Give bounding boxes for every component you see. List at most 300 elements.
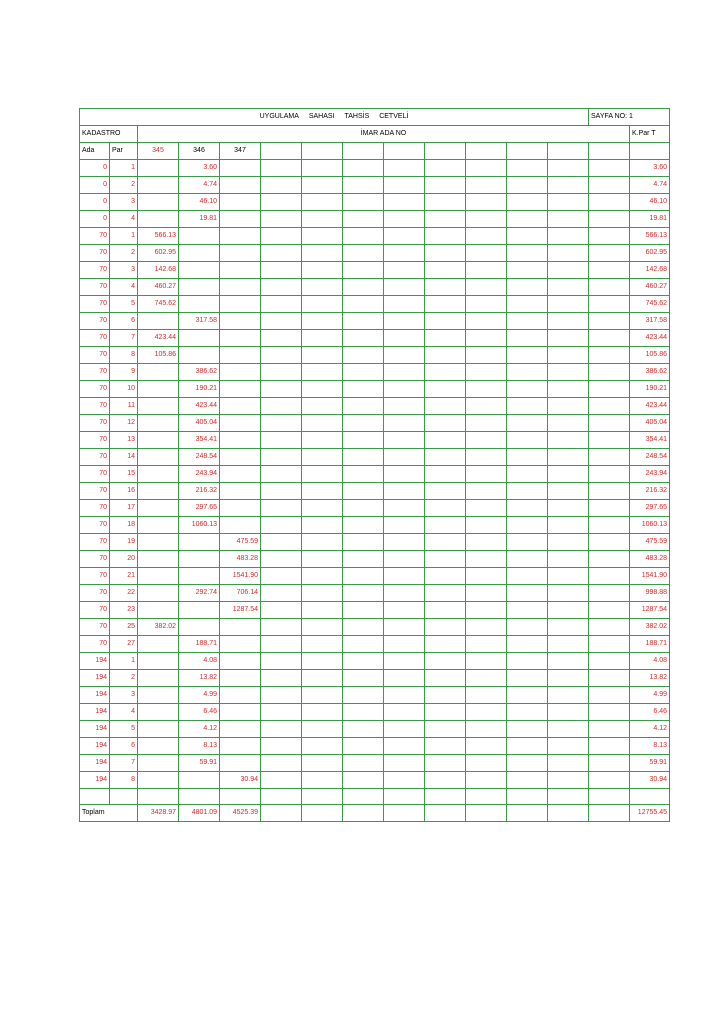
value-345-cell [138, 177, 179, 194]
value-345-cell [138, 721, 179, 738]
empty-cell [507, 466, 548, 483]
value-347-cell [220, 330, 261, 347]
empty-cell [261, 262, 302, 279]
empty-cell [384, 687, 425, 704]
row-total-cell: 190.21 [630, 381, 670, 398]
ada-cell: 70 [80, 500, 110, 517]
empty-cell [302, 296, 343, 313]
empty-cell [466, 602, 507, 619]
empty-cell [466, 585, 507, 602]
empty-cell [425, 687, 466, 704]
empty-cell [261, 279, 302, 296]
empty-cell [548, 381, 589, 398]
empty-cell [425, 449, 466, 466]
empty-cell [261, 449, 302, 466]
par-cell: 8 [110, 347, 138, 364]
value-346-cell: 405.04 [179, 415, 220, 432]
value-345-cell: 566.13 [138, 228, 179, 245]
empty-cell [466, 449, 507, 466]
row-total-cell: 142.68 [630, 262, 670, 279]
value-345-cell [138, 687, 179, 704]
value-347-cell [220, 347, 261, 364]
empty-cell [589, 432, 630, 449]
par-cell: 2 [110, 177, 138, 194]
ada-cell: 194 [80, 670, 110, 687]
empty-cell [302, 177, 343, 194]
par-cell: 1 [110, 160, 138, 177]
value-345-cell [138, 772, 179, 789]
empty-cell [384, 432, 425, 449]
imar-col-346: 346 [179, 143, 220, 160]
value-345-cell: 105.86 [138, 347, 179, 364]
par-cell: 21 [110, 568, 138, 585]
ada-cell: 70 [80, 296, 110, 313]
empty-cell [589, 704, 630, 721]
empty-cell [507, 449, 548, 466]
row-total-cell: 46.10 [630, 194, 670, 211]
kadastro-header: KADASTRO [80, 126, 138, 143]
empty-cell [548, 228, 589, 245]
ada-cell: 70 [80, 466, 110, 483]
empty-cell [466, 330, 507, 347]
value-346-cell: 216.32 [179, 483, 220, 500]
empty-cell [425, 636, 466, 653]
value-346-cell [179, 330, 220, 347]
grand-total-cell: 12755.45 [630, 805, 670, 822]
empty-cell [507, 364, 548, 381]
par-cell: 16 [110, 483, 138, 500]
empty-cell [548, 636, 589, 653]
empty-cell [466, 245, 507, 262]
table-row [80, 721, 670, 738]
page-number: 1 [629, 113, 633, 120]
empty-cell [343, 143, 384, 160]
ada-cell: 194 [80, 721, 110, 738]
value-346-cell: 3.60 [179, 160, 220, 177]
value-346-cell: 317.58 [179, 313, 220, 330]
empty-cell [425, 262, 466, 279]
imar-header: İMAR ADA NO [138, 126, 630, 143]
par-cell: 22 [110, 585, 138, 602]
empty-cell [343, 534, 384, 551]
value-347-cell [220, 228, 261, 245]
value-347-cell: 1541.90 [220, 568, 261, 585]
empty-cell [466, 347, 507, 364]
ada-cell: 194 [80, 704, 110, 721]
empty-cell [589, 228, 630, 245]
value-345-cell [138, 534, 179, 551]
value-345-cell [138, 483, 179, 500]
empty-cell [343, 160, 384, 177]
empty-cell [589, 160, 630, 177]
par-cell: 19 [110, 534, 138, 551]
empty-cell [507, 653, 548, 670]
empty-cell [589, 602, 630, 619]
column-header-row [80, 143, 670, 160]
par-cell: 14 [110, 449, 138, 466]
empty-cell [548, 585, 589, 602]
value-345-cell [138, 415, 179, 432]
table-row [80, 228, 670, 245]
empty-cell [425, 789, 466, 805]
empty-cell [548, 211, 589, 228]
empty-cell [589, 500, 630, 517]
empty-cell [507, 636, 548, 653]
empty-cell [507, 585, 548, 602]
empty-cell [425, 704, 466, 721]
value-345-cell: 460.27 [138, 279, 179, 296]
value-347-cell [220, 398, 261, 415]
par-cell: 12 [110, 415, 138, 432]
row-total-cell: 30.94 [630, 772, 670, 789]
empty-cell [343, 466, 384, 483]
empty-cell [261, 738, 302, 755]
value-346-cell: 4.12 [179, 721, 220, 738]
empty-cell [507, 805, 548, 822]
ada-cell: 70 [80, 568, 110, 585]
empty-cell [384, 500, 425, 517]
value-346-cell: 59.91 [179, 755, 220, 772]
value-346-cell: 8.13 [179, 738, 220, 755]
empty-cell [466, 415, 507, 432]
empty-cell [548, 772, 589, 789]
empty-cell [261, 330, 302, 347]
empty-cell [466, 704, 507, 721]
row-total-cell: 3.60 [630, 160, 670, 177]
empty-cell [589, 534, 630, 551]
table-row [80, 194, 670, 211]
empty-cell [384, 772, 425, 789]
empty-cell [302, 415, 343, 432]
table-row [80, 568, 670, 585]
value-345-cell [138, 194, 179, 211]
empty-cell [507, 160, 548, 177]
value-347-cell: 475.59 [220, 534, 261, 551]
empty-cell [261, 653, 302, 670]
empty-cell [548, 653, 589, 670]
par-cell: 7 [110, 330, 138, 347]
empty-cell [343, 245, 384, 262]
empty-cell [548, 534, 589, 551]
empty-cell [384, 704, 425, 721]
value-346-cell [179, 262, 220, 279]
table-row [80, 415, 670, 432]
row-total-cell: 566.13 [630, 228, 670, 245]
page-number-cell [589, 109, 670, 126]
empty-cell [425, 755, 466, 772]
row-total-cell: 4.99 [630, 687, 670, 704]
table-row [80, 619, 670, 636]
empty-cell [343, 177, 384, 194]
ada-cell: 0 [80, 160, 110, 177]
ada-cell: 194 [80, 687, 110, 704]
value-346-cell [179, 245, 220, 262]
value-347-cell [220, 636, 261, 653]
value-345-cell [138, 551, 179, 568]
empty-cell [507, 772, 548, 789]
empty-cell [343, 772, 384, 789]
value-346-cell: 46.10 [179, 194, 220, 211]
value-345-cell [138, 704, 179, 721]
empty-cell [466, 466, 507, 483]
table-row [80, 330, 670, 347]
row-total-cell: 59.91 [630, 755, 670, 772]
value-346-cell [179, 551, 220, 568]
empty-cell [425, 805, 466, 822]
empty-cell [548, 398, 589, 415]
empty-cell [261, 160, 302, 177]
ada-cell: 70 [80, 534, 110, 551]
empty-cell [466, 721, 507, 738]
empty-cell [507, 602, 548, 619]
empty-cell [507, 245, 548, 262]
empty-cell [548, 568, 589, 585]
empty-cell [589, 636, 630, 653]
value-347-cell [220, 466, 261, 483]
par-cell: 3 [110, 194, 138, 211]
empty-cell [261, 704, 302, 721]
row-total-cell: 4.74 [630, 177, 670, 194]
table-row [80, 466, 670, 483]
empty-cell [343, 721, 384, 738]
totals-label: Toplam [80, 805, 138, 822]
table-row [80, 296, 670, 313]
row-total-cell: 1541.90 [630, 568, 670, 585]
row-total-cell: 460.27 [630, 279, 670, 296]
empty-cell [507, 313, 548, 330]
row-total-cell: 6.46 [630, 704, 670, 721]
value-347-cell [220, 449, 261, 466]
value-347-cell [220, 245, 261, 262]
empty-cell [425, 177, 466, 194]
empty-cell [384, 245, 425, 262]
empty-cell [589, 466, 630, 483]
ada-cell: 70 [80, 483, 110, 500]
empty-cell [630, 789, 670, 805]
title-word: SAHASI [308, 113, 335, 120]
empty-cell [589, 585, 630, 602]
table-row [80, 738, 670, 755]
value-346-cell [179, 602, 220, 619]
empty-cell [261, 347, 302, 364]
empty-cell [589, 755, 630, 772]
empty-cell [589, 143, 630, 160]
empty-cell [343, 228, 384, 245]
empty-cell [466, 398, 507, 415]
table-row [80, 364, 670, 381]
empty-cell [302, 619, 343, 636]
value-347-cell [220, 296, 261, 313]
empty-cell [384, 194, 425, 211]
empty-cell [425, 568, 466, 585]
value-347-cell [220, 432, 261, 449]
empty-cell [589, 364, 630, 381]
row-total-cell: 4.12 [630, 721, 670, 738]
empty-cell [261, 805, 302, 822]
row-total-cell: 248.54 [630, 449, 670, 466]
empty-cell [343, 585, 384, 602]
empty-cell [261, 398, 302, 415]
row-total-cell: 405.04 [630, 415, 670, 432]
empty-cell [302, 738, 343, 755]
totals-row [80, 805, 670, 822]
empty-cell [302, 534, 343, 551]
empty-cell [302, 636, 343, 653]
empty-cell [507, 619, 548, 636]
value-347-cell [220, 670, 261, 687]
total-346-cell: 4801.09 [179, 805, 220, 822]
empty-cell [343, 653, 384, 670]
value-345-cell [138, 500, 179, 517]
row-total-cell: 105.86 [630, 347, 670, 364]
empty-cell [548, 602, 589, 619]
empty-cell [261, 721, 302, 738]
empty-cell [507, 194, 548, 211]
empty-cell [384, 347, 425, 364]
value-347-cell [220, 160, 261, 177]
empty-cell [507, 517, 548, 534]
empty-cell [466, 687, 507, 704]
empty-cell [261, 313, 302, 330]
empty-cell [384, 619, 425, 636]
empty-cell [302, 211, 343, 228]
empty-cell [179, 789, 220, 805]
empty-cell [384, 653, 425, 670]
empty-cell [261, 602, 302, 619]
table-row [80, 500, 670, 517]
group-header-row [80, 126, 670, 143]
empty-cell [343, 517, 384, 534]
ada-cell: 70 [80, 228, 110, 245]
value-347-cell [220, 177, 261, 194]
table-row [80, 449, 670, 466]
ada-cell: 0 [80, 177, 110, 194]
value-345-cell [138, 449, 179, 466]
empty-cell [261, 211, 302, 228]
value-347-cell [220, 704, 261, 721]
table-row [80, 517, 670, 534]
par-cell: 4 [110, 704, 138, 721]
empty-cell [507, 415, 548, 432]
value-345-cell [138, 636, 179, 653]
empty-cell [425, 330, 466, 347]
table-row [80, 262, 670, 279]
value-346-cell: 13.82 [179, 670, 220, 687]
empty-cell [343, 330, 384, 347]
empty-cell [548, 755, 589, 772]
table-row [80, 704, 670, 721]
ada-cell: 194 [80, 653, 110, 670]
par-cell: 6 [110, 313, 138, 330]
empty-cell [425, 602, 466, 619]
allocation-table [79, 108, 670, 822]
empty-cell [548, 262, 589, 279]
empty-cell [548, 143, 589, 160]
par-cell: 11 [110, 398, 138, 415]
empty-cell [343, 805, 384, 822]
empty-cell [507, 687, 548, 704]
empty-cell [302, 279, 343, 296]
value-346-cell: 248.54 [179, 449, 220, 466]
empty-cell [302, 347, 343, 364]
empty-cell [384, 177, 425, 194]
empty-cell [466, 568, 507, 585]
empty-cell [589, 721, 630, 738]
empty-cell [466, 517, 507, 534]
empty-cell [261, 500, 302, 517]
par-cell: 17 [110, 500, 138, 517]
value-347-cell [220, 364, 261, 381]
par-header: Par [110, 143, 138, 160]
empty-cell [507, 211, 548, 228]
value-346-cell [179, 279, 220, 296]
empty-cell [343, 704, 384, 721]
empty-cell [548, 364, 589, 381]
ada-cell: 0 [80, 211, 110, 228]
row-total-cell: 297.65 [630, 500, 670, 517]
ada-cell: 194 [80, 755, 110, 772]
value-347-cell: 706.14 [220, 585, 261, 602]
empty-cell [343, 687, 384, 704]
empty-cell [384, 483, 425, 500]
empty-cell [261, 381, 302, 398]
empty-cell [466, 738, 507, 755]
value-346-cell: 188.71 [179, 636, 220, 653]
empty-cell [384, 381, 425, 398]
empty-cell [261, 296, 302, 313]
empty-cell [302, 602, 343, 619]
empty-cell [302, 381, 343, 398]
table-row [80, 585, 670, 602]
par-cell: 25 [110, 619, 138, 636]
ada-cell: 70 [80, 347, 110, 364]
empty-cell [507, 500, 548, 517]
empty-cell [548, 449, 589, 466]
empty-cell [343, 483, 384, 500]
empty-cell [630, 143, 670, 160]
ada-cell: 70 [80, 602, 110, 619]
empty-cell [384, 585, 425, 602]
empty-cell [589, 789, 630, 805]
empty-cell [466, 194, 507, 211]
value-345-cell: 382.02 [138, 619, 179, 636]
empty-cell [343, 500, 384, 517]
empty-cell [589, 687, 630, 704]
empty-cell [302, 313, 343, 330]
empty-cell [261, 194, 302, 211]
empty-cell [425, 483, 466, 500]
par-cell: 23 [110, 602, 138, 619]
empty-cell [343, 313, 384, 330]
empty-cell [302, 704, 343, 721]
value-345-cell [138, 602, 179, 619]
empty-cell [425, 313, 466, 330]
ada-cell: 70 [80, 262, 110, 279]
ada-cell: 70 [80, 432, 110, 449]
empty-cell [589, 772, 630, 789]
empty-cell [425, 245, 466, 262]
row-total-cell: 602.95 [630, 245, 670, 262]
empty-cell [384, 568, 425, 585]
value-345-cell [138, 313, 179, 330]
empty-cell [302, 483, 343, 500]
value-347-cell [220, 211, 261, 228]
par-cell: 2 [110, 670, 138, 687]
value-346-cell: 6.46 [179, 704, 220, 721]
value-345-cell [138, 160, 179, 177]
empty-cell [343, 619, 384, 636]
empty-cell [589, 653, 630, 670]
